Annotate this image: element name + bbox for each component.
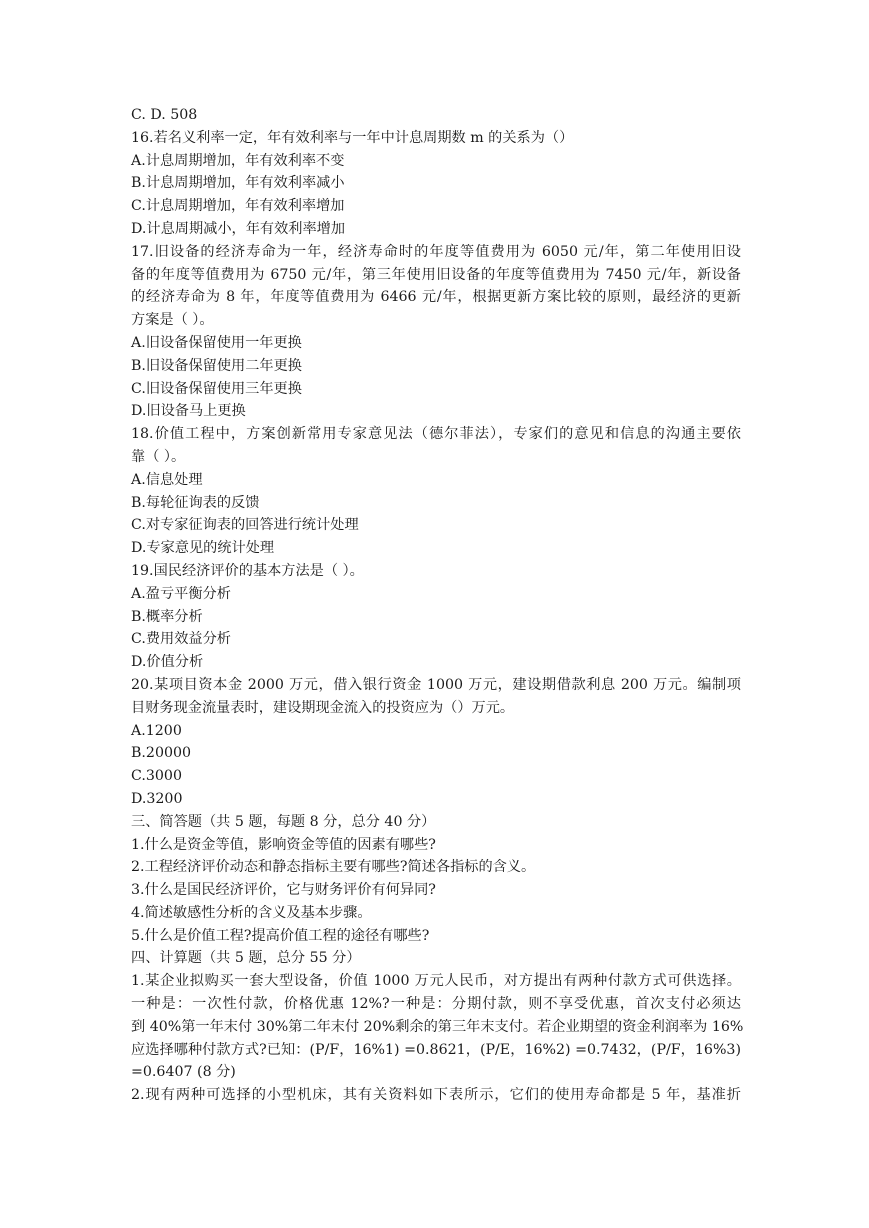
short-answer-2: 2.工程经济评价动态和静态指标主要有哪些?简述各指标的含义。 (131, 859, 536, 876)
option-c: C.旧设备保留使用三年更换 (131, 380, 302, 397)
calculation-1-line-2: 一种是：一次性付款，价格优惠 12%?一种是：分期付款，则不享受优惠，首次支付必须达 (131, 996, 741, 1013)
option-a: A.旧设备保留使用一年更换 (131, 334, 302, 351)
calculation-2: 2.现有两种可选择的小型机床，其有关资料如下表所示，它们的使用寿命都是 5 年，基准折 (131, 1087, 741, 1104)
section-heading-calculation: 四、计算题（共 5 题，总分 55 分） (131, 950, 361, 967)
option-d: D.计息周期减小，年有效利率增加 (131, 220, 346, 237)
question-17: 17.旧设备的经济寿命为一年，经济寿命时的年度等值费用为 6050 元/年，第二年使用旧设 (131, 243, 741, 260)
document-page (131, 104, 744, 1107)
option-d: D.价值分析 (131, 654, 204, 671)
question-20: 20.某项目资本金 2000 万元，借入银行资金 1000 万元，建设期借款利息 200 万元。编制项 (131, 676, 741, 693)
question-18: 18.价值工程中，方案创新常用专家意见法（德尔菲法），专家们的意见和信息的沟通主要依 (131, 426, 741, 443)
option-b: B.计息周期增加，年有效利率减小 (131, 175, 345, 192)
option-c: C.费用效益分析 (131, 631, 231, 648)
section-heading-short-answer: 三、简答题（共 5 题，每题 8 分，总分 40 分） (131, 813, 436, 830)
calculation-1-line-3: 到 40%第一年末付 30%第二年末付 20%剩余的第三年末支付。若企业期望的资金利润率为 16% (131, 1018, 744, 1035)
short-answer-4: 4.简述敏感性分析的含义及基本步骤。 (131, 904, 372, 921)
option-c: C.计息周期增加，年有效利率增加 (131, 198, 345, 215)
option-d: D.3200 (131, 790, 183, 807)
short-answer-3: 3.什么是国民经济评价，它与财务评价有何异同? (131, 882, 436, 899)
option-c: C.3000 (131, 768, 182, 785)
calculation-1: 1.某企业拟购买一套大型设备，价值 1000 万元人民币，对方提出有两种付款方式可供选择。 (131, 973, 741, 990)
short-answer-5: 5.什么是价值工程?提高价值工程的途径有哪些? (131, 927, 430, 944)
calculation-1-line-5: =0.6407 (8 分) (131, 1064, 236, 1081)
option-a: A.盈亏平衡分析 (131, 585, 231, 602)
question-20-line-2: 目财务现金流量表时，建设期现金流入的投资应为（）万元。 (131, 699, 515, 716)
option-b: B.20000 (131, 745, 192, 762)
text-line: C. D. 508 (131, 107, 198, 123)
option-a: A.信息处理 (131, 471, 203, 488)
option-b: B.每轮征询表的反馈 (131, 494, 260, 511)
question-18-line-2: 靠（ ）。 (131, 448, 186, 465)
option-c: C.对专家征询表的回答进行统计处理 (131, 517, 359, 534)
question-16: 16.若名义利率一定，年有效利率与一年中计息周期数 m 的关系为（） (131, 129, 574, 146)
option-d: D.旧设备马上更换 (131, 403, 246, 420)
option-d: D.专家意见的统计处理 (131, 540, 275, 557)
question-17-line-4: 方案是（ ）。 (131, 312, 214, 329)
short-answer-1: 1.什么是资金等值，影响资金等值的因素有哪些? (131, 836, 436, 853)
question-17-line-3: 的经济寿命为 8 年，年度等值费用为 6466 元/年，根据更新方案比较的原则，最经济的更新 (131, 289, 741, 306)
question-17-line-2: 备的年度等值费用为 6750 元/年，第三年使用旧设备的年度等值费用为 7450 元/年，新设备 (131, 266, 741, 283)
option-a: A.计息周期增加，年有效利率不变 (131, 152, 345, 169)
option-a: A.1200 (131, 722, 182, 739)
question-19: 19.国民经济评价的基本方法是（ ）。 (131, 562, 364, 579)
option-b: B.概率分析 (131, 608, 203, 625)
calculation-1-line-4: 应选择哪种付款方式?已知：(P/F，16%1) =0.8621，(P/E，16%2) =0.7432，(P/F，16%3) (131, 1041, 741, 1058)
option-b: B.旧设备保留使用二年更换 (131, 357, 302, 374)
